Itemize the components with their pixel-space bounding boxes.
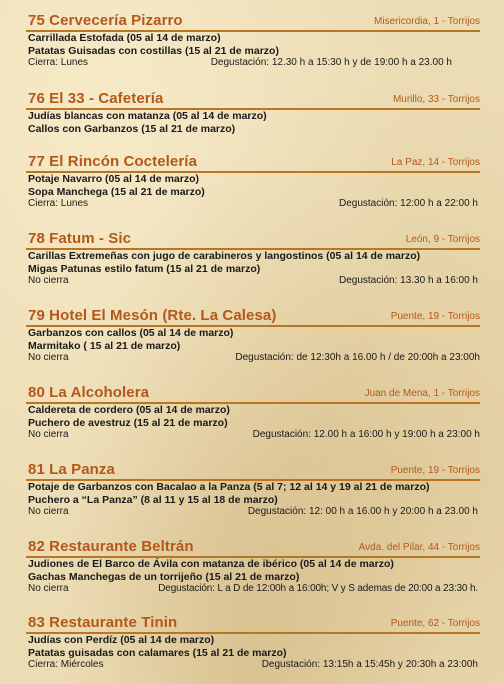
restaurant-name: 82 Restaurante Beltrán [28, 538, 194, 555]
entry-header [26, 457, 480, 481]
entry-header [26, 149, 480, 173]
closing-day: No cierra [28, 583, 69, 594]
info-line [26, 275, 480, 288]
dish-line: Patatas guisadas con calamares (15 al 21 de marzo) [28, 646, 287, 659]
dish-line: Gachas Manchegas de un torrijeño (15 al 21 de marzo) [28, 570, 300, 583]
dish-line: Sopa Manchega (15 al 21 de marzo) [28, 185, 205, 198]
restaurant-entry [26, 610, 480, 672]
closing-day: No cierra [28, 506, 69, 517]
dish-line: Puchero de avestruz (15 al 21 de marzo) [28, 416, 228, 429]
restaurant-name: 79 Hotel El Mesón (Rte. La Calesa) [28, 307, 277, 324]
restaurant-entry [26, 226, 480, 288]
dish-line: Callos con Garbanzos (15 al 21 de marzo) [28, 122, 236, 135]
closing-day: No cierra [28, 429, 69, 440]
closing-day: Cierra: Miércoles [28, 659, 104, 670]
dish-line: Potaje de Garbanzos con Bacalao a la Panza (5 al 7; 12 al 14 y 19 al 21 de marzo) [28, 481, 430, 493]
closing-day: No cierra [28, 275, 69, 286]
dish-line: Migas Patunas estilo fatum (15 al 21 de marzo) [28, 262, 261, 275]
restaurant-entry [26, 457, 480, 519]
closing-day: Cierra: Lunes [28, 198, 89, 209]
restaurant-address: Juan de Mena, 1 - Torrijos [364, 388, 480, 399]
restaurant-entry [26, 534, 480, 596]
dish-line: Carrillada Estofada (05 al 14 de marzo) [28, 32, 221, 44]
closing-day: Cierra: Lunes [28, 57, 89, 68]
info-line [26, 429, 480, 442]
tasting-hours: Degustación: 12.30 h a 15:30 h y de 19:00 h a 23.00 h [210, 57, 452, 68]
restaurant-address: León, 9 - Torrijos [405, 234, 480, 245]
info-line [26, 583, 480, 596]
info-line [26, 352, 480, 365]
restaurant-name: 80 La Alcoholera [28, 384, 150, 401]
tasting-hours: Degustación: 13.30 h a 16:00 h [339, 275, 478, 286]
restaurant-entry [26, 149, 480, 211]
restaurant-name: 81 La Panza [28, 461, 115, 478]
dish-line: Garbanzos con callos (05 al 14 de marzo) [28, 327, 234, 339]
dish-line: Patatas Guisadas con costillas (15 al 21 de marzo) [28, 44, 279, 57]
entry-header [26, 86, 480, 110]
dish-line: Caldereta de cordero (05 al 14 de marzo) [28, 404, 230, 416]
entry-header [26, 380, 480, 404]
info-line [26, 198, 480, 211]
tasting-hours: Degustación: 12:00 h a 22:00 h [339, 198, 478, 209]
restaurant-entry [26, 303, 480, 365]
restaurant-entry [26, 380, 480, 442]
entry-header [26, 226, 480, 250]
dish-line: Potaje Navarro (05 al 14 de marzo) [28, 173, 199, 185]
restaurant-address: Misericordia, 1 - Torrijos [374, 16, 480, 27]
dish-line: Judiones de El Barco de Ávila con matanza de ibérico (05 al 14 de marzo) [28, 558, 394, 570]
dish-line: Puchero a “La Panza” (8 al 11 y 15 al 18 de marzo) [28, 493, 278, 506]
dish-line: Judías blancas con matanza (05 al 14 de marzo) [28, 110, 267, 122]
restaurant-address: Avda. del Pilar, 44 - Torrijos [358, 542, 480, 553]
tasting-hours: Degustación: 12: 00 h a 16.00 h y 20:00 h a 23.00 h [247, 506, 478, 517]
info-line [26, 659, 480, 672]
restaurant-address: Puente, 19 - Torrijos [390, 311, 480, 322]
tasting-hours: Degustación: 12.00 h a 16:00 h y 19:00 h a 23:00 h [252, 429, 480, 440]
restaurant-entry [26, 86, 480, 135]
dish-line: Carillas Extremeñas con jugo de carabineros y langostinos (05 al 14 de marzo) [28, 250, 421, 262]
restaurant-entry [26, 8, 480, 70]
entry-header [26, 8, 480, 32]
entry-header [26, 303, 480, 327]
restaurant-name: 77 El Rincón Coctelería [28, 153, 198, 170]
tasting-hours: Degustación: L a D de 12:00h a 16:00h; V y S ademas de 20:00 a 23:30 h. [158, 583, 478, 594]
entry-header [26, 610, 480, 634]
info-line [26, 57, 480, 70]
restaurant-name: 76 El 33 - Cafetería [28, 90, 164, 107]
restaurant-name: 75 Cervecería Pizarro [28, 12, 183, 29]
restaurant-address: Puente, 62 - Torrijos [390, 618, 480, 629]
tasting-hours: Degustación: de 12:30h a 16.00 h / de 20:00h a 23:00h [235, 352, 480, 363]
entry-header [26, 534, 480, 558]
info-line [26, 506, 480, 519]
dish-line: Marmitako ( 15 al 21 de marzo) [28, 339, 181, 352]
restaurant-address: La Paz, 14 - Torrijos [391, 157, 480, 168]
tasting-hours: Degustación: 13:15h a 15:45h y 20:30h a 23:00h [261, 659, 478, 670]
restaurant-name: 83 Restaurante Tinin [28, 614, 178, 631]
restaurant-name: 78 Fatum - Sic [28, 230, 132, 247]
restaurant-address: Puente, 19 - Torrijos [390, 465, 480, 476]
restaurant-address: Murillo, 33 - Torrijos [392, 94, 480, 105]
closing-day: No cierra [28, 352, 69, 363]
dish-line: Judías con Perdíz (05 al 14 de marzo) [28, 634, 215, 646]
